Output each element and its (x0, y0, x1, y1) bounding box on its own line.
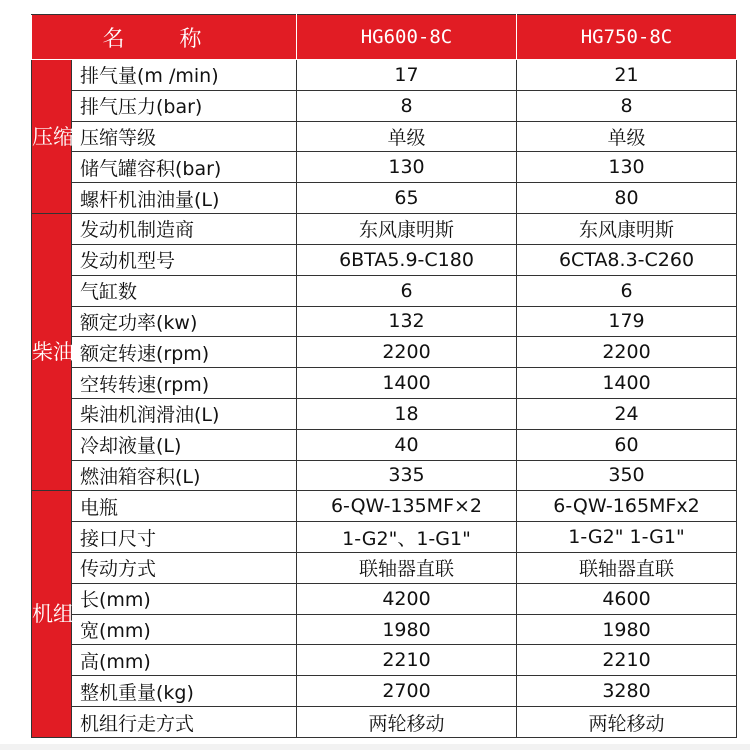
spec-value-model-1: 18 (297, 398, 517, 429)
spec-value-model-2: 东风康明斯 (517, 214, 737, 245)
spec-label: 发动机型号 (72, 244, 297, 275)
table-row (32, 429, 737, 460)
spec-value-model-1: 联轴器直联 (297, 553, 517, 584)
spec-label: 柴油机润滑油(L) (72, 398, 297, 429)
spec-value-model-2: 130 (517, 152, 737, 183)
spec-value-model-2: 60 (517, 429, 737, 460)
table-row (32, 306, 737, 337)
spec-label: 排气压力(bar) (72, 90, 297, 121)
spec-label: 发动机制造商 (72, 214, 297, 245)
group-label: 柴油机 (32, 214, 72, 491)
spec-value-model-2: 1400 (517, 368, 737, 399)
spec-label: 传动方式 (72, 553, 297, 584)
spec-value-model-1: 17 (297, 60, 517, 91)
table-row (32, 614, 737, 645)
spec-label: 宽(mm) (72, 614, 297, 645)
spec-value-model-1: 8 (297, 90, 517, 121)
table-row (32, 645, 737, 676)
spec-value-model-1: 2200 (297, 337, 517, 368)
header-name-cell: 名 称 (32, 15, 297, 60)
spec-value-model-2: 联轴器直联 (517, 553, 737, 584)
spec-label: 储气罐容积(bar) (72, 152, 297, 183)
spec-label: 气缸数 (72, 275, 297, 306)
group-label: 机组 (32, 491, 72, 738)
spec-value-model-2: 6-QW-165MFx2 (517, 491, 737, 522)
table-row (32, 60, 737, 91)
header-row (32, 15, 737, 60)
table-row (32, 368, 737, 399)
spec-label: 额定转速(rpm) (72, 337, 297, 368)
spec-label: 高(mm) (72, 645, 297, 676)
top-cropped-caption (0, 0, 750, 14)
spec-value-model-1: 单级 (297, 121, 517, 152)
spec-value-model-2: 1980 (517, 614, 737, 645)
table-row (32, 676, 737, 707)
spec-value-model-2: 21 (517, 60, 737, 91)
spec-label: 整机重量(kg) (72, 676, 297, 707)
spec-value-model-2: 4600 (517, 583, 737, 614)
spec-body (32, 60, 737, 738)
spec-label: 空转转速(rpm) (72, 368, 297, 399)
bottom-divider (0, 744, 750, 750)
table-row (32, 337, 737, 368)
header-model-1: HG600-8C (297, 15, 517, 60)
spec-value-model-2: 6 (517, 275, 737, 306)
spec-label: 燃油箱容积(L) (72, 460, 297, 491)
spec-value-model-1: 132 (297, 306, 517, 337)
spec-table (31, 14, 737, 738)
spec-value-model-2: 179 (517, 306, 737, 337)
table-row (32, 90, 737, 121)
spec-value-model-1: 2210 (297, 645, 517, 676)
spec-value-model-1: 40 (297, 429, 517, 460)
spec-label: 额定功率(kw) (72, 306, 297, 337)
spec-value-model-1: 6BTA5.9-C180 (297, 244, 517, 275)
spec-value-model-1: 1980 (297, 614, 517, 645)
spec-value-model-1: 2700 (297, 676, 517, 707)
spec-value-model-1: 335 (297, 460, 517, 491)
table-row (32, 583, 737, 614)
table-row (32, 121, 737, 152)
spec-value-model-2: 1-G2" 1-G1" (517, 522, 737, 553)
spec-value-model-2: 24 (517, 398, 737, 429)
spec-value-model-1: 130 (297, 152, 517, 183)
spec-value-model-2: 两轮移动 (517, 707, 737, 738)
table-row (32, 707, 737, 738)
spec-value-model-1: 6-QW-135MF×2 (297, 491, 517, 522)
spec-value-model-2: 6CTA8.3-C260 (517, 244, 737, 275)
table-row (32, 460, 737, 491)
spec-value-model-2: 2210 (517, 645, 737, 676)
spec-label: 电瓶 (72, 491, 297, 522)
table-row (32, 152, 737, 183)
spec-value-model-1: 4200 (297, 583, 517, 614)
spec-value-model-2: 单级 (517, 121, 737, 152)
spec-value-model-2: 350 (517, 460, 737, 491)
spec-value-model-1: 6 (297, 275, 517, 306)
table-row (32, 398, 737, 429)
spec-label: 长(mm) (72, 583, 297, 614)
table-row (32, 244, 737, 275)
spec-label: 接口尺寸 (72, 522, 297, 553)
spec-value-model-2: 3280 (517, 676, 737, 707)
spec-value-model-1: 1-G2"、1-G1" (297, 522, 517, 553)
header-model-2: HG750-8C (517, 15, 737, 60)
spec-label: 冷却液量(L) (72, 429, 297, 460)
spec-value-model-2: 80 (517, 183, 737, 214)
spec-value-model-1: 两轮移动 (297, 707, 517, 738)
spec-label: 螺杆机油油量(L) (72, 183, 297, 214)
spec-label: 机组行走方式 (72, 707, 297, 738)
group-label: 压缩机 (32, 60, 72, 214)
spec-label: 排气量(m /min) (72, 60, 297, 91)
table-row (32, 553, 737, 584)
spec-value-model-2: 8 (517, 90, 737, 121)
table-row (32, 491, 737, 522)
table-row (32, 522, 737, 553)
table-row (32, 183, 737, 214)
spec-value-model-2: 2200 (517, 337, 737, 368)
spec-value-model-1: 东风康明斯 (297, 214, 517, 245)
table-row (32, 214, 737, 245)
spec-value-model-1: 65 (297, 183, 517, 214)
table-row (32, 275, 737, 306)
spec-value-model-1: 1400 (297, 368, 517, 399)
spec-label: 压缩等级 (72, 121, 297, 152)
